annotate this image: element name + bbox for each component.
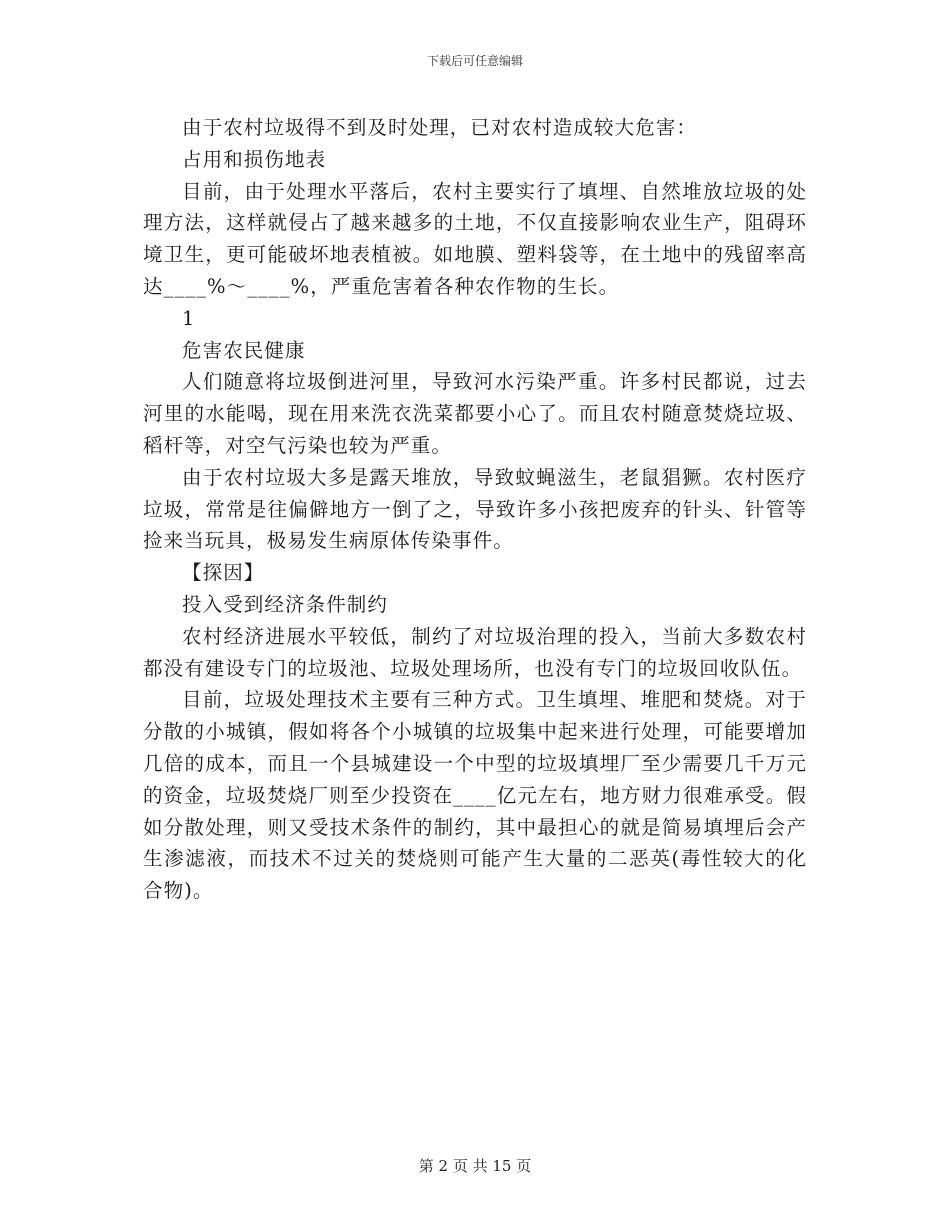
- document-body: [143, 112, 807, 907]
- subheading-investment: 投入受到经济条件制约: [182, 592, 389, 616]
- subheading-health: 危害农民健康: [182, 338, 306, 362]
- paragraph-technology: 目前，垃圾处理技术主要有三种方式。卫生填埋、堆肥和焚烧。对于分散的小城镇，假如将各个小城镇的垃圾集中起来进行处理，可能要增加几倍的成本，而且一个县城建设一个中型的垃圾填埋厂至少需要几千万元的资金，垃圾焚烧厂则至少投资在____亿元左右，地方财力很难承受。假如分散处理，则又受技术条件的制约，其中最担心的就是简易填埋后会产生渗滤液，而技术不过关的焚烧则可能产生大量的二恶英(毒性较大的化合物)。: [143, 688, 807, 903]
- page-header: 下载后可任意编辑: [426, 54, 523, 68]
- paragraph-economy: 农村经济进展水平较低，制约了对垃圾治理的投入，当前大多数农村都没有建设专门的垃圾池、垃圾处理场所，也没有专门的垃圾回收队伍。: [143, 624, 807, 680]
- paragraph-land-damage: 目前，由于处理水平落后，农村主要实行了填埋、自然堆放垃圾的处理方法，这样就侵占了越来越多的土地，不仅直接影响农业生产，阻碍环境卫生，更可能破坏地表植被。如地膜、塑料袋等，在土地中的残留率高达____%～____%，严重危害着各种农作物的生长。: [143, 179, 807, 298]
- subheading-land: 占用和损伤地表: [182, 147, 327, 171]
- paragraph-water-pollution: 人们随意将垃圾倒进河里，导致河水污染严重。许多村民都说，过去河里的水能喝，现在用来洗衣洗菜都要小心了。而且农村随意焚烧垃圾、稻杆等，对空气污染也较为严重。: [143, 370, 807, 457]
- paragraph-medical-waste: 由于农村垃圾大多是露天堆放，导致蚊蝇滋生，老鼠猖獗。农村医疗垃圾，常常是往偏僻地方一倒了之，导致许多小孩把废弃的针头、针管等捡来当玩具，极易发生病原体传染事件。: [143, 465, 807, 553]
- subheading-causes: 【探因】: [182, 561, 265, 585]
- page-footer: 第 2 页 共 15 页: [418, 1157, 532, 1175]
- paragraph-number: 1: [182, 306, 196, 330]
- paragraph-intro: 由于农村垃圾得不到及时处理，已对农村造成较大危害：: [182, 116, 698, 139]
